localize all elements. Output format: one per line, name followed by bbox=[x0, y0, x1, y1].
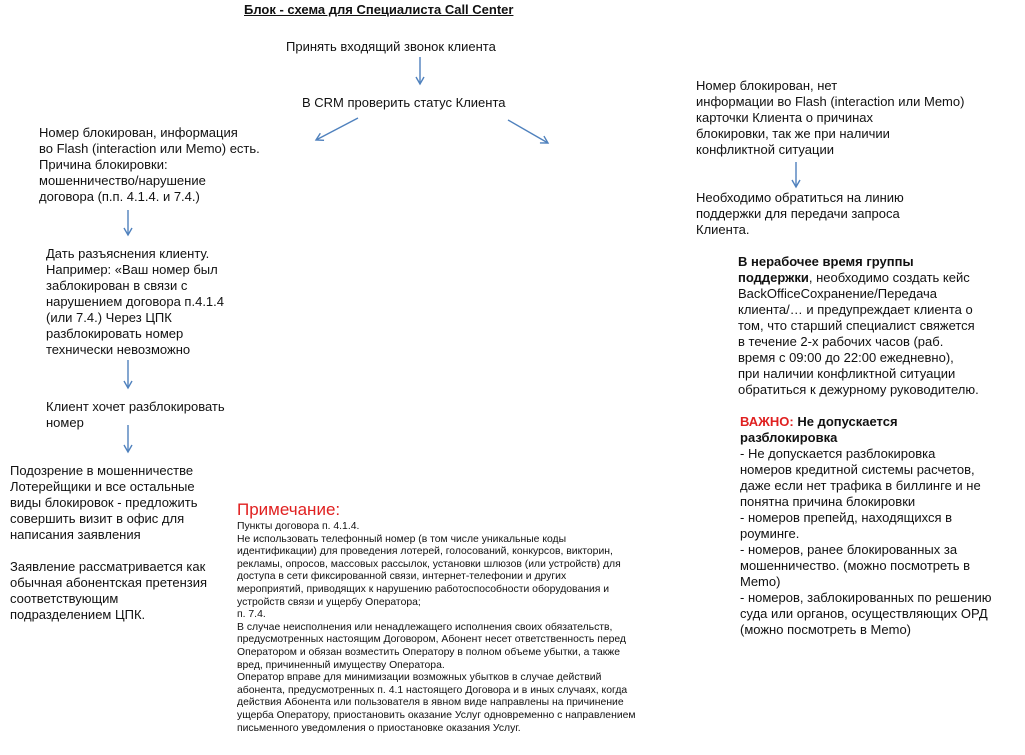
box-suspicion: Подозрение в мошенничестве Лотерейщики и все остальные виды блокировок - предложить совершить визит в офис для написания заявления bbox=[10, 463, 198, 542]
page-title: Блок - схема для Специалиста Call Center bbox=[244, 2, 514, 17]
note-heading: Примечание: bbox=[237, 500, 341, 519]
box-claim: Заявление рассматривается как обычная абонентская претензия соответствующим подразделением ЦПК. bbox=[10, 559, 208, 622]
offhours-text: , необходимо создать кейс BackOfficeСохранение/Передача клиента/… и предупреждает клиента о том, что старший специалист свяжется в течение 2-х рабочих часов (раб. время с 09:00 до 22:00 ежедневно), при наличии конфликтной ситуации обратиться к дежурному руководителю. bbox=[738, 270, 979, 397]
box-contact-support: Необходимо обратиться на линию поддержки для передачи запроса Клиента. bbox=[696, 190, 904, 237]
arrow-crm-to-right bbox=[508, 120, 548, 143]
step-accept-call: Принять входящий звонок клиента bbox=[286, 39, 496, 54]
box-offhours bbox=[738, 254, 979, 398]
important-list: - Не допускается разблокировка номеров кредитной системы расчетов, даже если нет трафика в биллинге и не понятна причина блокировки - номеров препейд, находящихся в роуминге. - номеров, ранее блокированных за мошенничество. (можно посмотреть в Memo) - номеров, заблокированных по решению суда или органов, осуществляющих ОРД (можно посмотреть в Memo) bbox=[740, 446, 992, 637]
box-important bbox=[740, 414, 898, 446]
important-label: ВАЖНО: bbox=[740, 414, 794, 429]
box-blocked-no-info: Номер блокирован, нет информации во Flash (interaction или Memo) карточки Клиента о причинах блокировки, так же при наличии конфликтной ситуации bbox=[696, 78, 965, 157]
step-check-crm: В CRM проверить статус Клиента bbox=[302, 95, 506, 110]
box-client-wants-unblock: Клиент хочет разблокировать номер bbox=[46, 399, 225, 430]
note-body: Пункты договора п. 4.1.4. Не использовать телефонный номер (в том числе уникальные коды идентификации) для проведения лотерей, голосований, конкурсов, викторин, рекламы, опросов, массовых рассылок, установки шлюзов (или устройств) для доступа в сети фиксированной связи, интернет-телефонии и других мероприятий, приводящих к нарушению работоспособности оборудования и устройств связи и ущербу Оператора; п. 7.4. В случае неисполнения или ненадлежащего исполнения своих обязательств, предусмотренных настоящим Договором, Абонент несет ответственность перед Оператором и обязан возместить Оператору в полном объеме убытки, а также вред, причиненный имуществу Оператора. Оператор вправе для минимизации возможных убытков в случае действий абонента, предусмотренных п. 4.1 настоящего Договора и в иных случаях, когда действия Абонента или пользователя в явном виде направлены на причинение ущерба Оператору, приостановить оказание Услуг одновременно с направлением письменного уведомления о приостановке оказания Услуг. bbox=[237, 521, 636, 734]
box-blocked-with-info: Номер блокирован, информация во Flash (interaction или Memo) есть. Причина блокировки: мошенничество/нарушение договора (п.п. 4.1.4. и 7.4.) bbox=[39, 125, 260, 204]
arrow-crm-to-left bbox=[316, 118, 358, 140]
important-heading: Не допускается разблокировка bbox=[740, 414, 898, 445]
offhours-bold: В нерабочее время группы поддержки bbox=[738, 254, 914, 285]
box-explain-client: Дать разъяснения клиенту. Например: «Ваш номер был заблокирован в связи с нарушением договора п.4.1.4 (или 7.4.) Через ЦПК разблокировать номер технически невозможно bbox=[46, 246, 225, 357]
